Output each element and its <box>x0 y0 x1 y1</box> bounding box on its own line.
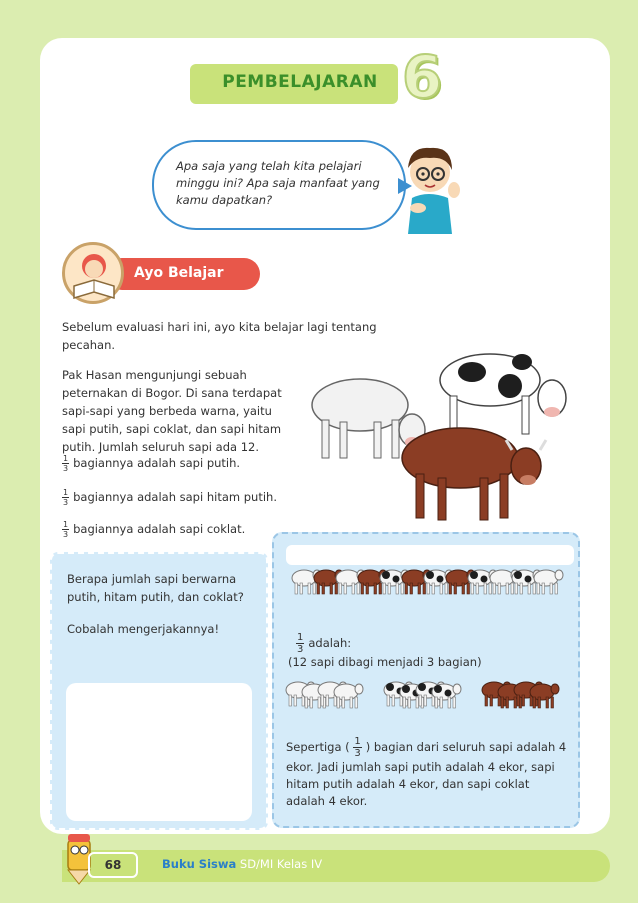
intro-text: Sebelum evaluasi hari ini, ayo kita belajar lagi tentang pecahan. <box>62 320 377 352</box>
question-text-block <box>67 570 257 638</box>
story-text: Pak Hasan mengunjungi sebuah peternakan di Bogor. Di sana terdapat sapi-sapi yang berbeda warna, yaitu sapi putih, sapi coklat, dan sapi hitam putih. Jumlah seluruh sapi ada 12. <box>62 368 282 454</box>
boy-illustration <box>398 138 468 234</box>
footer-bar <box>62 850 610 882</box>
three-cow-groups <box>280 676 572 720</box>
question-text: Berapa jumlah sapi berwarna putih, hitam putih, dan coklat? <box>67 572 244 604</box>
twelve-cows-row <box>288 562 570 608</box>
fraction: $\frac{1}{3}$ <box>63 520 69 539</box>
section-title: Ayo Belajar <box>134 265 224 281</box>
reading-girl-illustration <box>66 246 122 302</box>
book-title: Buku Siswa <box>162 857 237 871</box>
explanation-fraction-line: $\frac{1}{3}$ adalah: <box>297 632 352 655</box>
page-number: 68 <box>88 852 138 878</box>
fraction: $\frac{1}{3}$ <box>297 632 304 655</box>
fraction-line-white: $\frac{1}{3}$ bagiannya adalah sapi putih. <box>63 454 241 473</box>
fraction: $\frac{1}{3}$ <box>354 736 361 759</box>
three-cows-illustration <box>300 340 580 530</box>
fraction-line-black-white: $\frac{1}{3}$ bagiannya adalah sapi hitam putih. <box>63 488 277 507</box>
question-prompt: Cobalah mengerjakannya! <box>67 622 220 636</box>
fraction: $\frac{1}{3}$ <box>63 488 69 507</box>
black-white-cow <box>440 354 566 434</box>
lesson-number: 6 <box>401 43 443 111</box>
answer-area[interactable] <box>66 683 252 821</box>
footer-caption <box>162 857 322 871</box>
speech-text: Apa saja yang telah kita pelajari minggu ini? Apa saja manfaat yang kamu dapatkan? <box>176 159 380 207</box>
divide-note: (12 sapi dibagi menjadi 3 bagian) <box>288 655 482 669</box>
conclusion-text: Sepertiga ( $\frac{1}{3}$ ) bagian dari seluruh sapi adalah 4 ekor. Jadi jumlah sapi putih adalah 4 ekor, sapi hitam putih adalah 4 ekor, dan sapi coklat adalah 4 ekor. <box>286 736 567 808</box>
fraction-line-brown: $\frac{1}{3}$ bagiannya adalah sapi coklat. <box>63 520 246 539</box>
fraction: $\frac{1}{3}$ <box>63 454 69 473</box>
brown-cow <box>402 428 546 520</box>
book-grade: SD/MI Kelas IV <box>239 857 323 871</box>
group-cow-white <box>334 684 363 708</box>
herd-cow-white <box>534 570 563 594</box>
group-cow-brown <box>530 684 559 708</box>
lesson-title: PEMBELAJARAN <box>222 72 378 92</box>
group-cow-bw <box>432 684 461 708</box>
